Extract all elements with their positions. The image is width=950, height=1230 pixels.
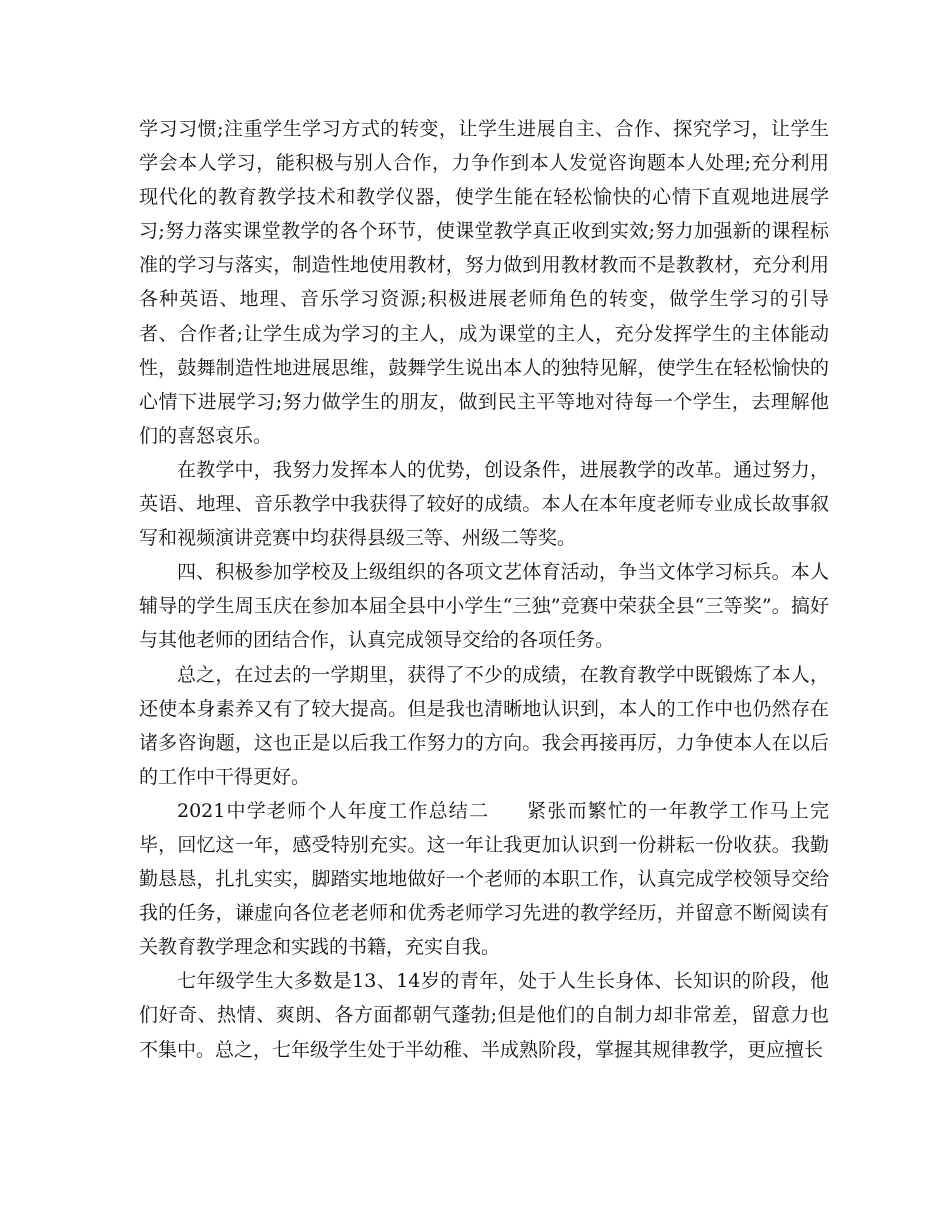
- paragraph-5-text: 紧张而繁忙的一年教学工作马上完毕，回忆这一年，感受特别充实。这一年让我更加认识到一份耕耘一份收获。我勤勤恳恳，扎扎实实，脚踏实地地做好一个老师的本职工作，认真完成学校领导交给我的任务，谦虚向各位老老师和优秀老师学习先进的教学经历，并留意不断阅读有关教育教学理念和实践的书籍，充实自我。: [139, 799, 829, 959]
- paragraph-6: 七年级学生大多数是13、14岁的青年，处于人生长身体、长知识的阶段，他们好奇、热情、爽朗、各方面都朝气蓬勃;但是他们的自制力却非常差，留意力也不集中。总之，七年级学生处于半幼稚、半成熟阶段，掌握其规律教学，更应擅长: [139, 970, 829, 1061]
- section-heading: 2021中学老师个人年度工作总结二: [177, 799, 490, 822]
- paragraph-1: 学习习惯;注重学生学习方式的转变，让学生进展自主、合作、探究学习，让学生学会本人学习，能积极与别人合作，力争作到本人发觉咨询题本人处理;充分利用现代化的教育教学技术和教学仪器，使学生能在轻松愉快的心情下直观地进展学习;努力落实课堂教学的各个环节，使课堂教学真正收到实效;努力加强新的课程标准的学习与落实，制造性地使用教材，努力做到用教材教而不是教教材，充分利用各种英语、地理、音乐学习资源;积极进展老师角色的转变，做学生学习的引导者、合作者;让学生成为学习的主人，成为课堂的主人，充分发挥学生的主体能动性，鼓舞制造性地进展思维，鼓舞学生说出本人的独特见解，使学生在轻松愉快的心情下进展学习;努力做学生的朋友，做到民主平等地对待每一个学生，去理解他们的喜怒哀乐。: [139, 118, 829, 447]
- document-body: [139, 112, 829, 1067]
- paragraph-4: 总之，在过去的一学期里，获得了不少的成绩，在教育教学中既锻炼了本人，还使本身素养又有了较大提高。但是我也清晰地认识到，本人的工作中也仍然存在诸多咨询题，这也正是以后我工作努力的方向。我会再接再厉，力争使本人在以后的工作中干得更好。: [139, 663, 829, 788]
- paragraph-5: [139, 794, 829, 964]
- paragraph-3: 四、积极参加学校及上级组织的各项文艺体育活动，争当文体学习标兵。本人辅导的学生周玉庆在参加本届全县中小学生“三独”竞赛中荣获全县“三等奖”。搞好与其他老师的团结合作，认真完成领导交给的各项任务。: [139, 561, 829, 652]
- paragraph-2: 在教学中，我努力发挥本人的优势，创设条件，进展教学的改革。通过努力，英语、地理、音乐教学中我获得了较好的成绩。本人在本年度老师专业成长故事叙写和视频演讲竞赛中均获得县级三等、州级二等奖。: [139, 458, 829, 550]
